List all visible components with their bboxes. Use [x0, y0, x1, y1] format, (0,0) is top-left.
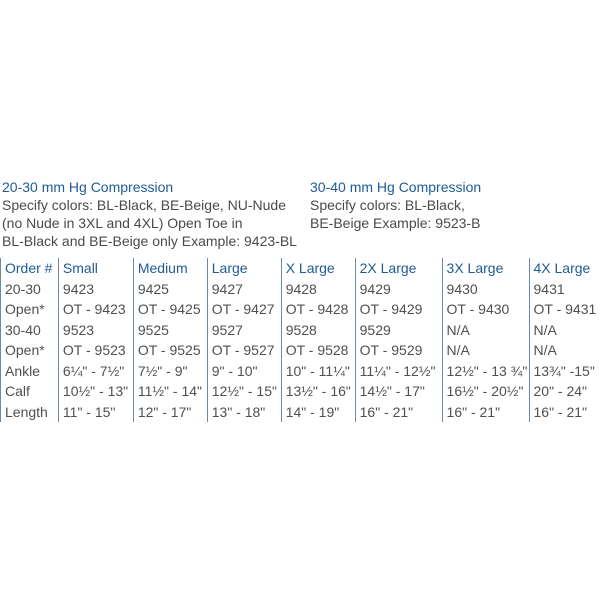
description-line: (no Nude in 3XL and 4XL) Open Toe in [2, 215, 243, 231]
table-cell: 9525 [133, 320, 207, 341]
column-header: 4X Large [529, 258, 600, 279]
compression-20-30-description [2, 196, 302, 250]
table-cell: 9423 [58, 279, 133, 300]
table-cell: 16" - 21" [355, 402, 442, 423]
column-header: 2X Large [355, 258, 442, 279]
table-cell: OT - 9525 [133, 340, 207, 361]
table-cell: 16½" - 20½" [442, 381, 529, 402]
table-cell: 12" - 17" [133, 402, 207, 423]
table-cell: 9523 [58, 320, 133, 341]
table-cell: N/A [529, 340, 600, 361]
table-cell: 13¾" -15" [529, 361, 600, 382]
table-row [1, 381, 600, 402]
column-header: Large [207, 258, 281, 279]
table-row [1, 299, 600, 320]
compression-20-30-heading: 20-30 mm Hg Compression [2, 179, 174, 195]
column-header: Small [58, 258, 133, 279]
table-cell: 11½" - 14" [133, 381, 207, 402]
table-cell: 12½" - 15" [207, 381, 281, 402]
column-header: X Large [281, 258, 355, 279]
table-row [1, 279, 600, 300]
table-cell: OT - 9527 [207, 340, 281, 361]
row-label-cell: Calf [1, 381, 59, 402]
table-row [1, 340, 600, 361]
table-cell: OT - 9428 [281, 299, 355, 320]
column-header: Medium [133, 258, 207, 279]
table-cell: 9429 [355, 279, 442, 300]
table-cell: N/A [529, 320, 600, 341]
table-row [1, 402, 600, 423]
table-cell: 14" - 19" [281, 402, 355, 423]
table-cell: 9430 [442, 279, 529, 300]
table-cell: 7½" - 9" [133, 361, 207, 382]
table-cell: 14½" - 17" [355, 381, 442, 402]
table-cell: OT - 9427 [207, 299, 281, 320]
table-cell: 20" - 24" [529, 381, 600, 402]
table-cell: 11" - 15" [58, 402, 133, 423]
table-cell: 16" - 21" [442, 402, 529, 423]
table-row [1, 320, 600, 341]
table-cell: OT - 9523 [58, 340, 133, 361]
compression-20-30-block [2, 178, 302, 250]
table-cell: 9425 [133, 279, 207, 300]
table-cell: 9431 [529, 279, 600, 300]
table-cell: OT - 9423 [58, 299, 133, 320]
table-cell: 13" - 18" [207, 402, 281, 423]
table-cell: 9527 [207, 320, 281, 341]
description-line: Specify colors: BL-Black, BE-Beige, NU-Nude [2, 197, 286, 213]
table-cell: 9528 [281, 320, 355, 341]
table-cell: OT - 9529 [355, 340, 442, 361]
table-cell: N/A [442, 320, 529, 341]
column-header: Order # [1, 258, 59, 279]
row-label-cell: Open* [1, 340, 59, 361]
table-cell: 12½" - 13 ¾" [442, 361, 529, 382]
table-cell: 9529 [355, 320, 442, 341]
table-header-row [1, 258, 600, 279]
table-cell: 9" - 10" [207, 361, 281, 382]
table-cell: OT - 9430 [442, 299, 529, 320]
table-cell: 16" - 21" [529, 402, 600, 423]
table-cell: 9427 [207, 279, 281, 300]
compression-30-40-description [310, 196, 595, 232]
table-cell: OT - 9425 [133, 299, 207, 320]
description-line: BE-Beige Example: 9523-B [310, 215, 481, 231]
description-line: BL-Black and BE-Beige only Example: 9423-BL [2, 233, 297, 249]
table-cell: 10½" - 13" [58, 381, 133, 402]
table-cell: 11¼" - 12½" [355, 361, 442, 382]
compression-30-40-block [310, 178, 595, 232]
table-cell: 13½" - 16" [281, 381, 355, 402]
table-cell: OT - 9431 [529, 299, 600, 320]
row-label-cell: 30-40 [1, 320, 59, 341]
column-header: 3X Large [442, 258, 529, 279]
table-cell: 10" - 11¼" [281, 361, 355, 382]
row-label-cell: Ankle [1, 361, 59, 382]
row-label-cell: 20-30 [1, 279, 59, 300]
row-label-cell: Open* [1, 299, 59, 320]
table-cell: 9428 [281, 279, 355, 300]
table-cell: N/A [442, 340, 529, 361]
description-line: Specify colors: BL-Black, [310, 197, 465, 213]
compression-30-40-heading: 30-40 mm Hg Compression [310, 179, 482, 195]
table-cell: OT - 9429 [355, 299, 442, 320]
table-cell: 6¼" - 7½" [58, 361, 133, 382]
table-cell: OT - 9528 [281, 340, 355, 361]
size-chart-table [0, 258, 600, 422]
table-row [1, 361, 600, 382]
row-label-cell: Length [1, 402, 59, 423]
